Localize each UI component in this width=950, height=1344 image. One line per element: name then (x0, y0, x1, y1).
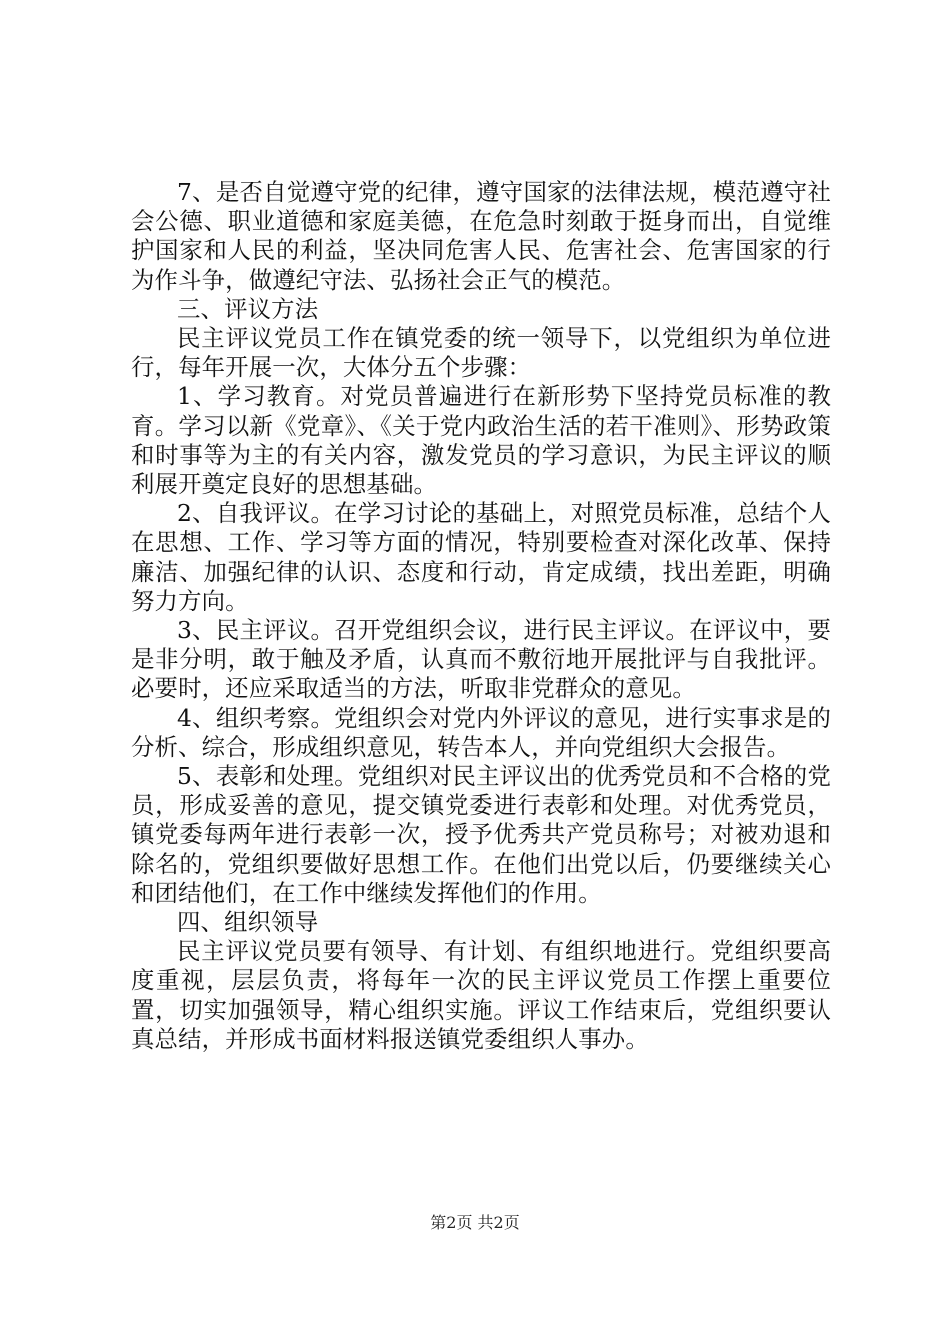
paragraph-item-7: 7、是否自觉遵守党的纪律，遵守国家的法律法规，模范遵守社会公德、职业道德和家庭美德，在危急时刻敢于挺身而出，自觉维护国家和人民的利益，坚决同危害人民、危害社会、危害国家的行为作斗争，做遵纪守法、弘扬社会正气的模范。 (131, 178, 831, 294)
section-heading-leadership: 四、组织领导 (177, 908, 319, 937)
page-number-footer: 第2页 共2页 (430, 1213, 520, 1232)
paragraph-step-5: 5、表彰和处理。党组织对民主评议出的优秀党员和不合格的党员，形成妥善的意见，提交镇党委进行表彰和处理。对优秀党员，镇党委每两年进行表彰一次，授予优秀共产党员称号；对被劝退和除名的，党组织要做好思想工作。在他们出党以后，仍要继续关心和团结他们，在工作中继续发挥他们的作用。 (131, 762, 831, 907)
paragraph-step-3: 3、民主评议。召开党组织会议，进行民主评议。在评议中，要是非分明，敢于触及矛盾，认真而不敷衍地开展批评与自我批评。必要时，还应采取适当的方法，听取非党群众的意见。 (131, 616, 831, 703)
section-heading-evaluation-method: 三、评议方法 (177, 294, 319, 323)
paragraph-step-1: 1、学习教育。对党员普遍进行在新形势下坚持党员标准的教育。学习以新《党章》、《关于党内政治生活的若干准则》、形势政策和时事等为主的有关内容，激发党员的学习意识，为民主评议的顺利展开奠定良好的思想基础。 (131, 382, 831, 499)
paragraph-step-4: 4、组织考察。党组织会对党内外评议的意见，进行实事求是的分析、综合，形成组织意见，转告本人，并向党组织大会报告。 (131, 703, 831, 761)
paragraph-leadership: 民主评议党员要有领导、有计划、有组织地进行。党组织要高度重视，层层负责，将每年一次的民主评议党员工作摆上重要位置，切实加强领导，精心组织实施。评议工作结束后，党组织要认真总结，并形成书面材料报送镇党委组织人事办。 (131, 937, 831, 1053)
paragraph-step-2: 2、自我评议。在学习讨论的基础上，对照党员标准，总结个人在思想、工作、学习等方面的情况，特别要检查对深化改革、保持廉洁、加强纪律的认识、态度和行动，肯定成绩，找出差距，明确努力方向。 (131, 499, 831, 615)
paragraph-method-intro: 民主评议党员工作在镇党委的统一领导下，以党组织为单位进行，每年开展一次，大体分五个步骤： (131, 324, 831, 382)
document-body (131, 178, 831, 1054)
